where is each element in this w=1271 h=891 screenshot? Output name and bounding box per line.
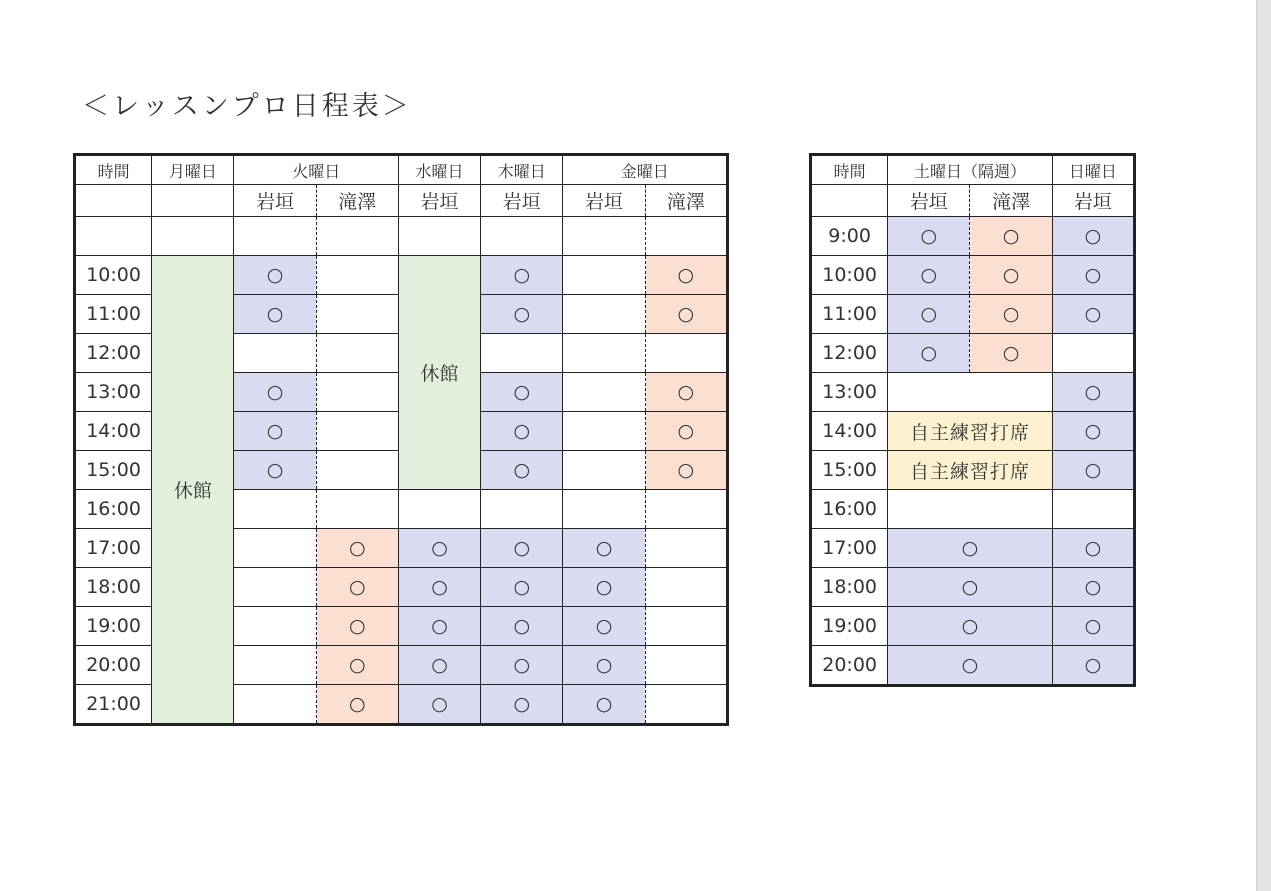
slot-available: ○ bbox=[234, 256, 316, 295]
slot-available: ○ bbox=[481, 451, 563, 490]
time-cell: 21:00 bbox=[75, 685, 152, 725]
table-row bbox=[811, 334, 1135, 373]
time-cell: 18:00 bbox=[811, 568, 888, 607]
header-time: 時間 bbox=[811, 155, 888, 185]
slot-available: ○ bbox=[316, 529, 398, 568]
wednesday-closed: 休館 bbox=[398, 256, 480, 490]
schedule-cell bbox=[234, 529, 316, 568]
slot-available: ○ bbox=[563, 568, 645, 607]
slot-available: ○ bbox=[481, 685, 563, 725]
schedule-cell bbox=[563, 451, 645, 490]
slot-available: ○ bbox=[1052, 568, 1134, 607]
slot-available: ○ bbox=[234, 451, 316, 490]
slot-available: ○ bbox=[645, 256, 727, 295]
slot-available: ○ bbox=[316, 646, 398, 685]
instructor-wed-iwagaki: 岩垣 bbox=[398, 185, 480, 217]
slot-available: ○ bbox=[888, 256, 970, 295]
schedule-cell bbox=[645, 529, 727, 568]
time-cell: 17:00 bbox=[75, 529, 152, 568]
header-blank bbox=[75, 185, 152, 217]
time-cell: 12:00 bbox=[75, 334, 152, 373]
schedule-cell bbox=[888, 490, 1052, 529]
table-row bbox=[811, 529, 1135, 568]
schedule-cell bbox=[563, 334, 645, 373]
schedule-cell bbox=[316, 412, 398, 451]
schedule-cell bbox=[645, 607, 727, 646]
slot-available: ○ bbox=[398, 607, 480, 646]
practice-booth-cell: 自主練習打席 bbox=[888, 412, 1052, 451]
slot-available: ○ bbox=[398, 685, 480, 725]
schedule-cell bbox=[645, 217, 727, 256]
slot-available: ○ bbox=[888, 217, 970, 256]
time-cell: 16:00 bbox=[811, 490, 888, 529]
slot-available: ○ bbox=[1052, 607, 1134, 646]
slot-available: ○ bbox=[481, 256, 563, 295]
slot-available: ○ bbox=[1052, 256, 1134, 295]
slot-available: ○ bbox=[1052, 295, 1134, 334]
slot-available: ○ bbox=[970, 256, 1052, 295]
header-saturday: 土曜日（隔週） bbox=[888, 155, 1052, 185]
schedule-cell bbox=[234, 568, 316, 607]
slot-available: ○ bbox=[316, 685, 398, 725]
header-blank bbox=[811, 185, 888, 217]
slot-available: ○ bbox=[234, 412, 316, 451]
schedule-cell bbox=[234, 646, 316, 685]
slot-available: ○ bbox=[481, 295, 563, 334]
schedule-cell bbox=[398, 490, 480, 529]
time-cell: 19:00 bbox=[75, 607, 152, 646]
table-row bbox=[811, 568, 1135, 607]
page-title: ＜レッスンプロ日程表＞ bbox=[82, 91, 412, 122]
slot-available: ○ bbox=[1052, 217, 1134, 256]
table-row bbox=[811, 412, 1135, 451]
time-cell: 10:00 bbox=[811, 256, 888, 295]
table-row bbox=[811, 217, 1135, 256]
schedule-cell bbox=[234, 685, 316, 725]
table-row bbox=[811, 451, 1135, 490]
slot-available: ○ bbox=[563, 685, 645, 725]
slot-available: ○ bbox=[645, 451, 727, 490]
time-cell: 15:00 bbox=[75, 451, 152, 490]
weekday-schedule-table bbox=[73, 153, 729, 726]
slot-available: ○ bbox=[234, 373, 316, 412]
header-friday: 金曜日 bbox=[563, 155, 728, 185]
slot-available: ○ bbox=[234, 295, 316, 334]
time-cell: 14:00 bbox=[811, 412, 888, 451]
header-monday: 月曜日 bbox=[152, 155, 234, 185]
slot-available: ○ bbox=[1052, 412, 1134, 451]
slot-available: ○ bbox=[970, 295, 1052, 334]
header-tuesday: 火曜日 bbox=[234, 155, 398, 185]
slot-available: ○ bbox=[1052, 451, 1134, 490]
instructor-thu-iwagaki: 岩垣 bbox=[481, 185, 563, 217]
schedule-cell bbox=[645, 334, 727, 373]
slot-available: ○ bbox=[316, 568, 398, 607]
schedule-cell bbox=[1052, 490, 1134, 529]
time-cell: 9:00 bbox=[811, 217, 888, 256]
instructor-sun-iwagaki: 岩垣 bbox=[1052, 185, 1134, 217]
schedule-cell bbox=[888, 373, 1052, 412]
instructor-tue-iwagaki: 岩垣 bbox=[234, 185, 316, 217]
schedule-cell bbox=[234, 217, 316, 256]
slot-available: ○ bbox=[888, 607, 1052, 646]
slot-available: ○ bbox=[1052, 373, 1134, 412]
schedule-cell bbox=[563, 295, 645, 334]
schedule-cell bbox=[316, 217, 398, 256]
schedule-cell bbox=[481, 490, 563, 529]
schedule-cell bbox=[316, 256, 398, 295]
instructor-tue-takizawa: 滝澤 bbox=[316, 185, 398, 217]
time-cell: 11:00 bbox=[75, 295, 152, 334]
slot-available: ○ bbox=[888, 646, 1052, 686]
header-thursday: 木曜日 bbox=[481, 155, 563, 185]
slot-available: ○ bbox=[563, 607, 645, 646]
slot-available: ○ bbox=[481, 568, 563, 607]
schedule-cell bbox=[563, 217, 645, 256]
time-cell: 14:00 bbox=[75, 412, 152, 451]
slot-available: ○ bbox=[481, 529, 563, 568]
schedule-cell bbox=[234, 334, 316, 373]
slot-available: ○ bbox=[481, 646, 563, 685]
time-cell: 12:00 bbox=[811, 334, 888, 373]
slot-available: ○ bbox=[316, 607, 398, 646]
slot-available: ○ bbox=[888, 529, 1052, 568]
time-cell: 17:00 bbox=[811, 529, 888, 568]
schedule-cell bbox=[481, 334, 563, 373]
header-sunday: 日曜日 bbox=[1052, 155, 1134, 185]
time-cell: 13:00 bbox=[75, 373, 152, 412]
slot-available: ○ bbox=[398, 646, 480, 685]
slot-available: ○ bbox=[888, 295, 970, 334]
schedule-cell bbox=[316, 295, 398, 334]
instructor-fri-takizawa: 滝澤 bbox=[645, 185, 727, 217]
slot-available: ○ bbox=[888, 568, 1052, 607]
time-cell: 18:00 bbox=[75, 568, 152, 607]
monday-closed: 休館 bbox=[152, 256, 234, 725]
page-edge bbox=[1256, 0, 1271, 891]
schedule-cell bbox=[316, 373, 398, 412]
slot-available: ○ bbox=[563, 529, 645, 568]
table-row bbox=[811, 295, 1135, 334]
slot-available: ○ bbox=[481, 412, 563, 451]
schedule-cell bbox=[234, 607, 316, 646]
schedule-cell bbox=[316, 451, 398, 490]
instructor-sat-takizawa: 滝澤 bbox=[970, 185, 1052, 217]
time-cell: 20:00 bbox=[75, 646, 152, 685]
schedule-cell bbox=[316, 334, 398, 373]
weekend-schedule-table bbox=[809, 153, 1136, 687]
schedule-cell bbox=[563, 256, 645, 295]
time-cell bbox=[75, 217, 152, 256]
time-cell: 11:00 bbox=[811, 295, 888, 334]
time-cell: 19:00 bbox=[811, 607, 888, 646]
slot-available: ○ bbox=[481, 373, 563, 412]
slot-available: ○ bbox=[970, 217, 1052, 256]
schedule-cell bbox=[563, 373, 645, 412]
schedule-cell bbox=[645, 685, 727, 725]
schedule-cell bbox=[645, 490, 727, 529]
header-time: 時間 bbox=[75, 155, 152, 185]
slot-available: ○ bbox=[398, 529, 480, 568]
slot-available: ○ bbox=[888, 334, 970, 373]
schedule-cell bbox=[563, 490, 645, 529]
schedule-cell bbox=[234, 490, 316, 529]
time-cell: 13:00 bbox=[811, 373, 888, 412]
table-row bbox=[75, 217, 728, 256]
schedule-cell bbox=[481, 217, 563, 256]
schedule-cell bbox=[645, 568, 727, 607]
schedule-cell bbox=[398, 217, 480, 256]
schedule-cell bbox=[152, 217, 234, 256]
table-row bbox=[811, 646, 1135, 686]
slot-available: ○ bbox=[645, 412, 727, 451]
instructor-fri-iwagaki: 岩垣 bbox=[563, 185, 645, 217]
table-row bbox=[75, 256, 728, 295]
table-row bbox=[811, 256, 1135, 295]
practice-booth-cell: 自主練習打席 bbox=[888, 451, 1052, 490]
header-blank bbox=[152, 185, 234, 217]
instructor-sat-iwagaki: 岩垣 bbox=[888, 185, 970, 217]
slot-available: ○ bbox=[645, 373, 727, 412]
time-cell: 10:00 bbox=[75, 256, 152, 295]
schedule-cell bbox=[563, 412, 645, 451]
header-wednesday: 水曜日 bbox=[398, 155, 480, 185]
table-row bbox=[811, 373, 1135, 412]
slot-available: ○ bbox=[1052, 646, 1134, 686]
slot-available: ○ bbox=[563, 646, 645, 685]
table-row bbox=[811, 607, 1135, 646]
slot-available: ○ bbox=[398, 568, 480, 607]
table-row bbox=[811, 490, 1135, 529]
slot-available: ○ bbox=[970, 334, 1052, 373]
time-cell: 20:00 bbox=[811, 646, 888, 686]
slot-available: ○ bbox=[1052, 529, 1134, 568]
schedule-cell bbox=[1052, 334, 1134, 373]
schedule-cell bbox=[645, 646, 727, 685]
time-cell: 15:00 bbox=[811, 451, 888, 490]
time-cell: 16:00 bbox=[75, 490, 152, 529]
slot-available: ○ bbox=[481, 607, 563, 646]
slot-available: ○ bbox=[645, 295, 727, 334]
schedule-cell bbox=[316, 490, 398, 529]
